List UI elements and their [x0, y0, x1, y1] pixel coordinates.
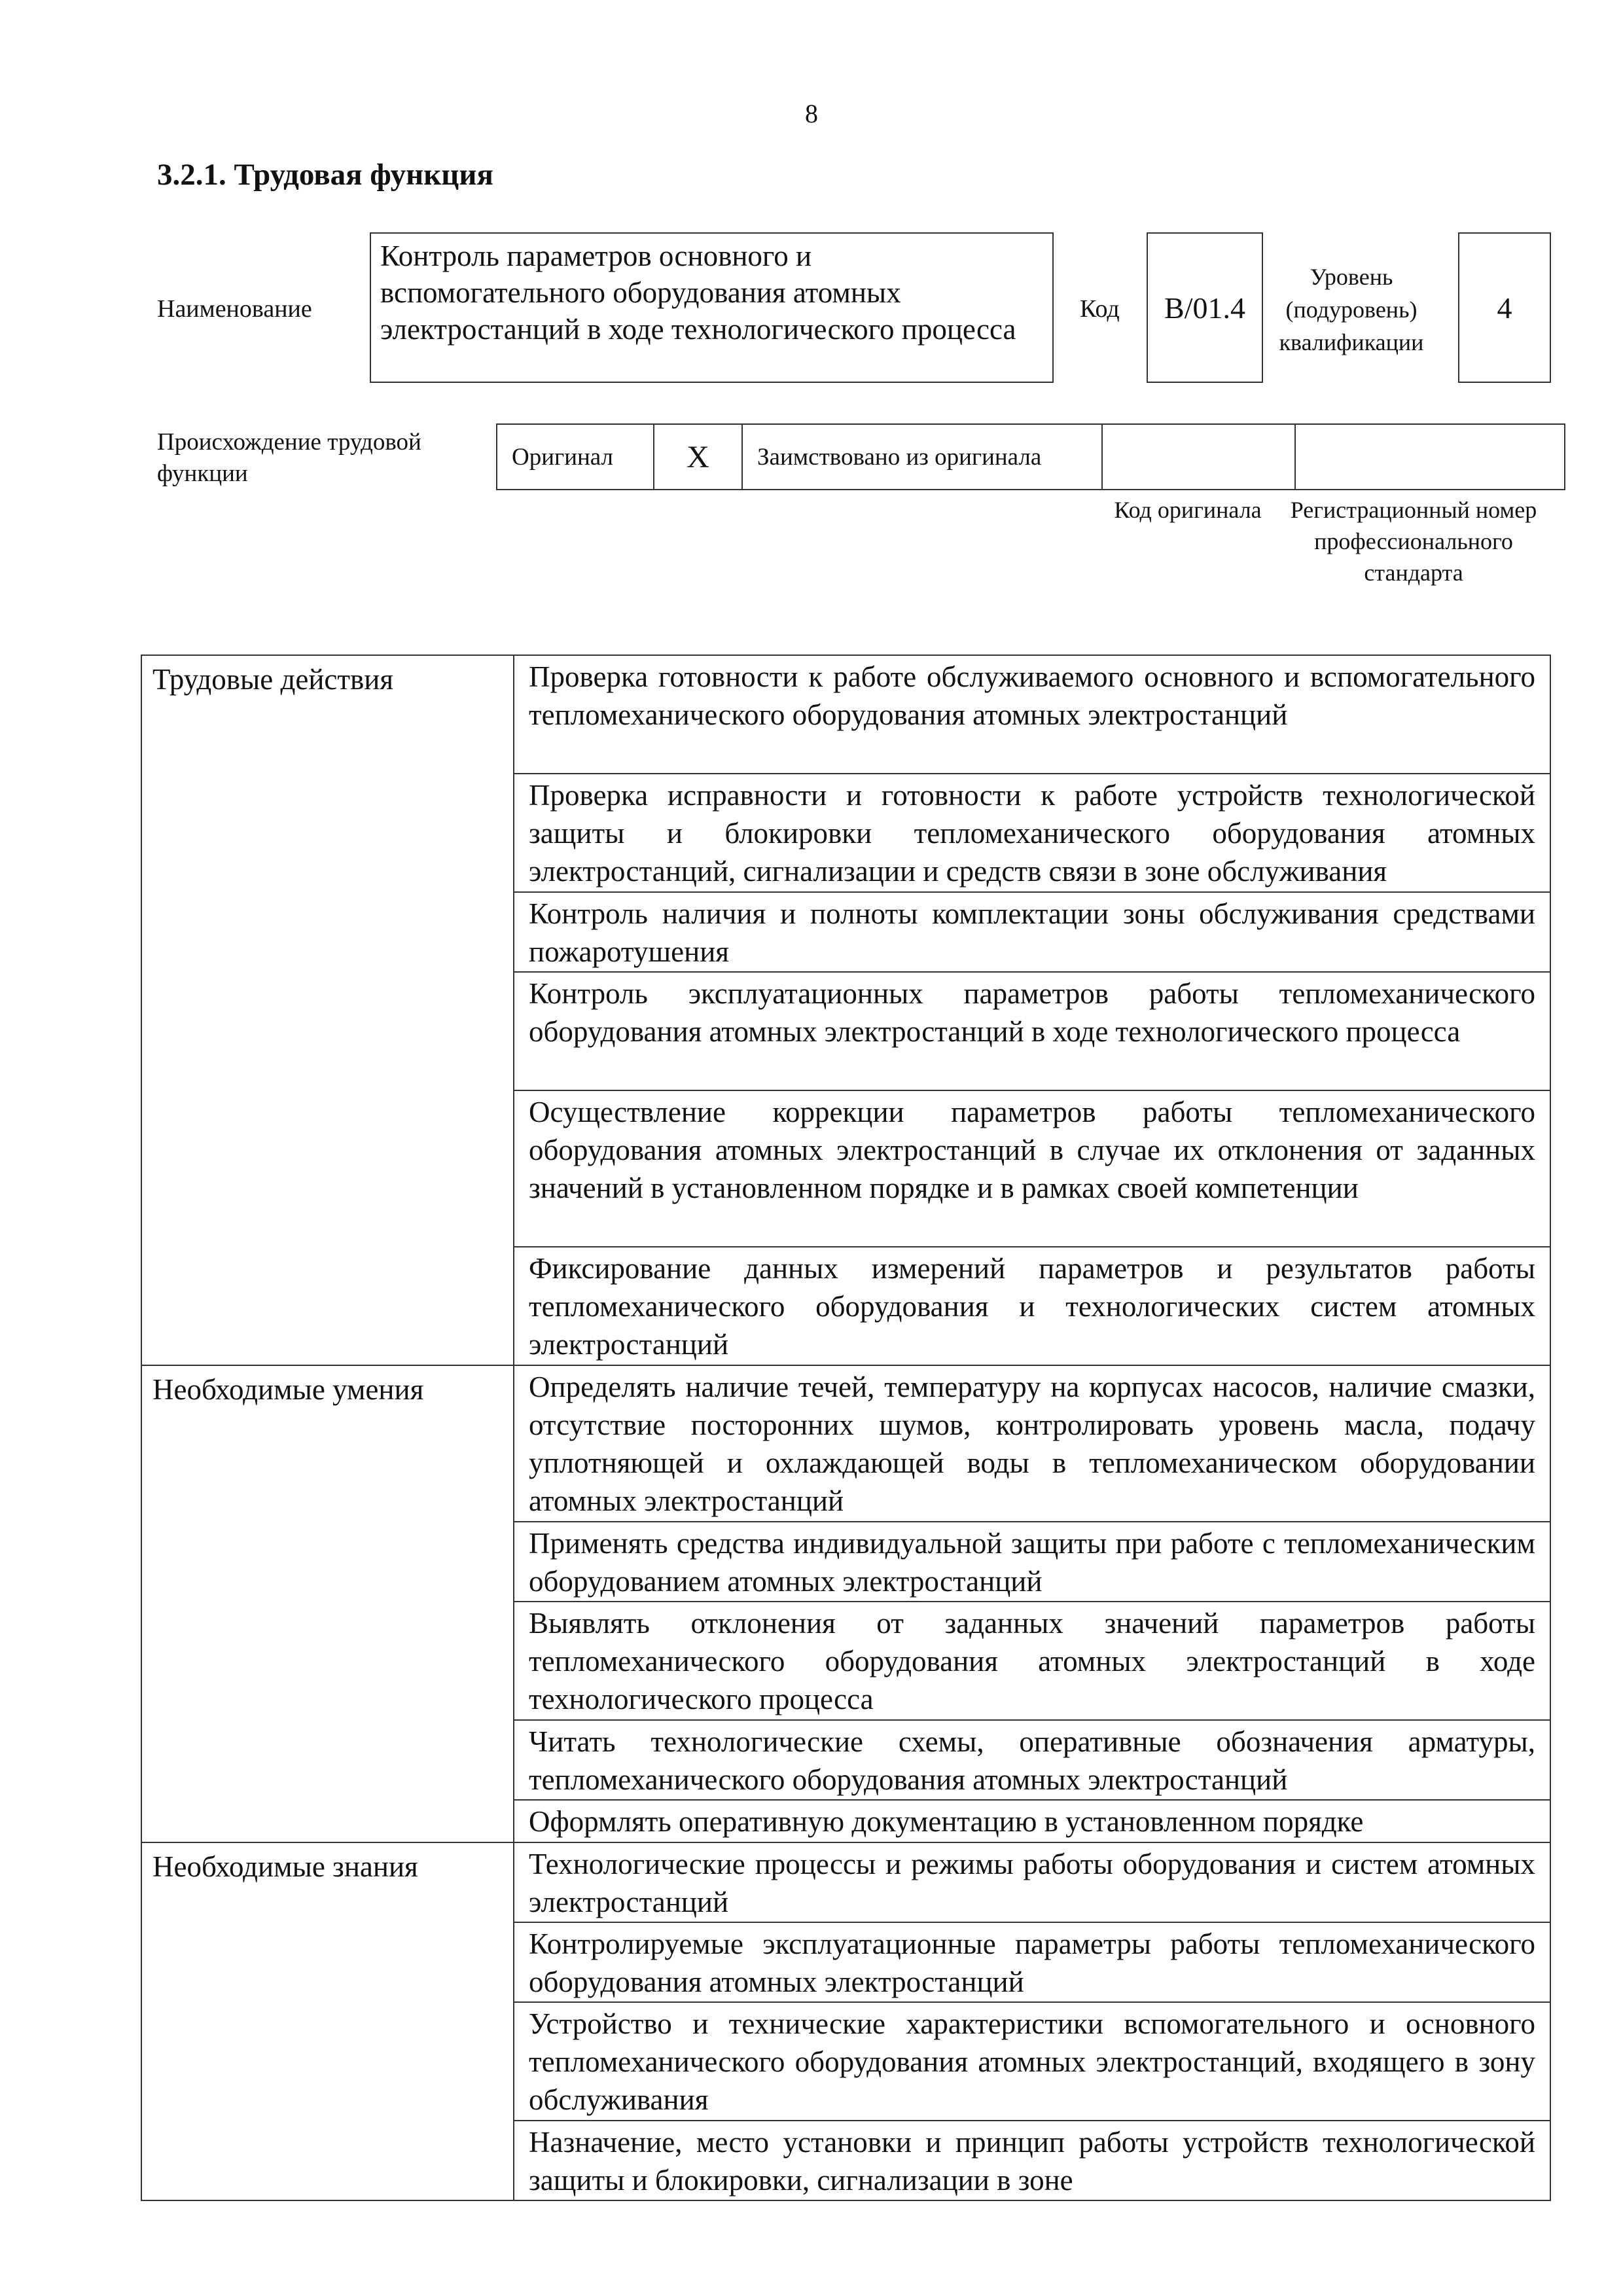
origin-original-mark: X [654, 424, 742, 490]
labor-action-item: Контроль наличия и полноты комплектации зоны обслуживания средствами пожаротушения [514, 892, 1550, 972]
origin-table [496, 423, 1565, 490]
skill-item: Выявлять отклонения от заданных значений параметров работы тепломеханического оборудования атомных электростанций в ходе технологического процесса [514, 1602, 1550, 1720]
table-row [141, 1842, 1550, 1922]
category-knowledge: Необходимые знания [141, 1842, 514, 2200]
knowledge-item: Технологические процессы и режимы работы оборудования и систем атомных электростанций [514, 1842, 1550, 1922]
origin-borrowed-label: Заимствовано из оригинала [742, 424, 1102, 490]
skill-item: Определять наличие течей, температуру на корпусах насосов, наличие смазки, отсутствие посторонних шумов, контролировать уровень масла, подачу уплотняющей и охлаждающей воды в тепломеханическом оборудовании атомных электростанций [514, 1365, 1550, 1522]
section-title: 3.2.1. Трудовая функция [157, 158, 493, 192]
labor-action-item: Фиксирование данных измерений параметров и результатов работы тепломеханического оборудования и технологических систем атомных электростанций [514, 1247, 1550, 1365]
code-value: B/01.4 [1147, 232, 1263, 383]
knowledge-item: Контролируемые эксплуатационные параметры работы тепломеханического оборудования атомных электростанций [514, 1922, 1550, 2002]
function-details-table [141, 655, 1551, 2201]
labor-action-item: Осуществление коррекции параметров работы тепломеханического оборудования атомных электростанций в случае их отклонения от заданных значений в установленном порядке и в рамках своей компетенции [514, 1090, 1550, 1247]
origin-label: Происхождение трудовой функции [157, 429, 421, 487]
origin-code-cell [1102, 424, 1295, 490]
labor-action-item: Проверка исправности и готовности к работе устройств технологической защиты и блокировки тепломеханического оборудования атомных электростанций, сигнализации и средств связи в зоне обслуживания [514, 774, 1550, 892]
qualification-level-value: 4 [1458, 232, 1551, 383]
skill-item: Читать технологические схемы, оперативные обозначения арматуры, тепломеханического оборудования атомных электростанций [514, 1720, 1550, 1800]
knowledge-item: Устройство и технические характеристики вспомогательного и основного тепломеханического оборудования атомных электростанций, входящего в зону обслуживания [514, 2002, 1550, 2121]
table-row [141, 1365, 1550, 1522]
qualification-level-label: Уровень (подуровень) квалификации [1279, 264, 1424, 355]
table-row [141, 655, 1550, 774]
labor-action-item: Контроль эксплуатационных параметров работы тепломеханического оборудования атомных электростанций в ходе технологического процесса [514, 972, 1550, 1090]
origin-reg-caption: Регистрационный номер профессионального стандарта [1290, 497, 1537, 586]
skill-item: Оформлять оперативную документацию в установленном порядке [514, 1800, 1550, 1842]
origin-original-label: Оригинал [497, 424, 654, 490]
category-labor-actions: Трудовые действия [141, 655, 514, 1365]
knowledge-item: Назначение, место установки и принцип работы устройств технологической защиты и блокировки, сигнализации в зоне [514, 2121, 1550, 2200]
function-name-box: Контроль параметров основного и вспомогательного оборудования атомных электростанций в ходе технологического процесса [370, 232, 1054, 383]
origin-reg-cell [1295, 424, 1565, 490]
skill-item: Применять средства индивидуальной защиты при работе с тепломеханическим оборудованием атомных электростанций [514, 1522, 1550, 1602]
origin-code-caption: Код оригинала [1114, 497, 1262, 523]
code-label: Код [1080, 295, 1120, 323]
page-number: 8 [805, 99, 818, 128]
category-skills: Необходимые умения [141, 1365, 514, 1842]
labor-action-item: Проверка готовности к работе обслуживаемого основного и вспомогательного тепломеханического оборудования атомных электростанций [514, 655, 1550, 774]
name-label: Наименование [157, 295, 312, 323]
